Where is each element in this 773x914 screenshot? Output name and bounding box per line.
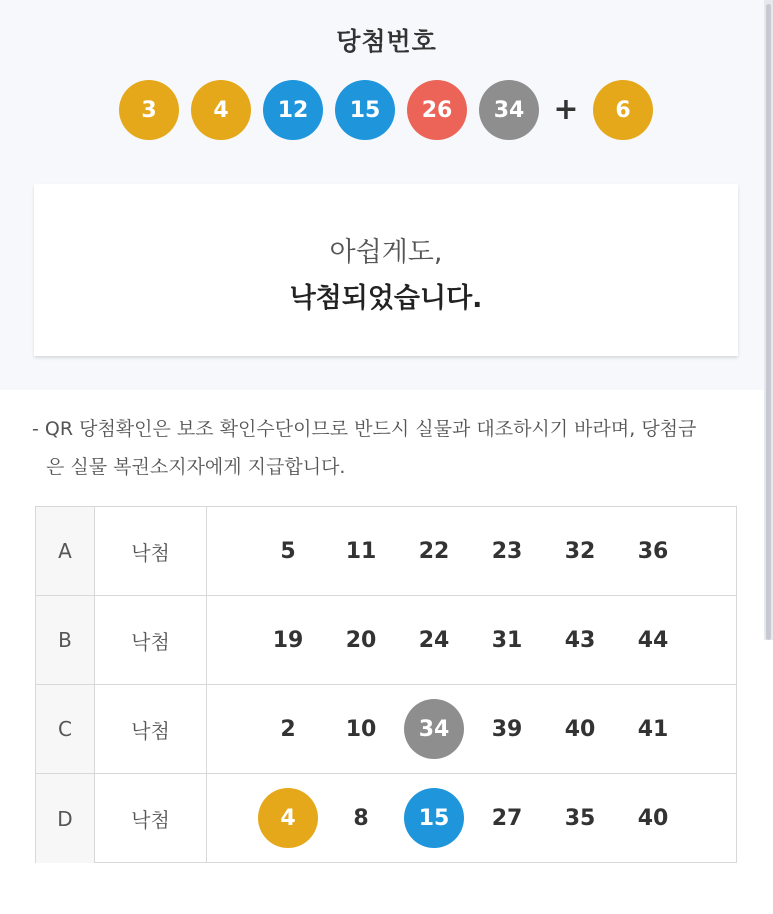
game-row — [36, 507, 736, 596]
game-row — [36, 596, 736, 685]
game-label: C — [36, 685, 95, 773]
game-status: 낙첨 — [95, 774, 207, 863]
game-label: B — [36, 596, 95, 684]
scrollbar[interactable] — [764, 0, 773, 640]
winning-balls — [0, 80, 773, 140]
game-number-matched: 4 — [258, 788, 318, 848]
game-number: 39 — [491, 716, 523, 742]
game-status: 낙첨 — [95, 596, 207, 684]
game-status: 낙첨 — [95, 507, 207, 595]
winning-numbers-title: 당첨번호 — [336, 27, 437, 56]
game-number: 40 — [564, 716, 596, 742]
winning-ball: 26 — [407, 80, 467, 140]
game-label: A — [36, 507, 95, 595]
game-number: 27 — [491, 805, 523, 831]
game-number: 22 — [418, 538, 450, 564]
game-number: 36 — [637, 538, 669, 564]
notice-text — [32, 410, 742, 486]
game-number: 2 — [280, 716, 296, 742]
game-number: 31 — [491, 627, 523, 653]
game-number: 35 — [564, 805, 596, 831]
game-status: 낙첨 — [95, 685, 207, 773]
result-status: 낙첨되었습니다. — [289, 283, 483, 314]
game-number: 5 — [280, 538, 296, 564]
game-number: 8 — [353, 805, 369, 831]
game-number: 23 — [491, 538, 523, 564]
notice-line-1: - QR 당첨확인은 보조 확인수단이므로 반드시 실물과 대조하시기 바라며, 당첨금 — [32, 418, 697, 440]
game-number: 20 — [345, 627, 377, 653]
game-number: 40 — [637, 805, 669, 831]
game-row — [36, 685, 736, 774]
winning-ball: 12 — [263, 80, 323, 140]
winning-ball: 15 — [335, 80, 395, 140]
game-number: 41 — [637, 716, 669, 742]
game-row — [36, 774, 736, 863]
winning-ball: 3 — [119, 80, 179, 140]
bonus-ball: 6 — [593, 80, 653, 140]
game-number: 10 — [345, 716, 377, 742]
winning-ball: 34 — [479, 80, 539, 140]
games-table — [35, 506, 737, 863]
game-number-matched: 34 — [404, 699, 464, 759]
plus-sign: + — [553, 92, 579, 127]
result-message: 아쉽게도, — [329, 237, 443, 268]
game-label: D — [36, 774, 95, 863]
scrollbar-thumb[interactable] — [766, 4, 771, 640]
game-number: 32 — [564, 538, 596, 564]
game-number: 44 — [637, 627, 669, 653]
game-number: 19 — [272, 627, 304, 653]
winning-ball: 4 — [191, 80, 251, 140]
notice-line-2: 은 실물 복권소지자에게 지급합니다. — [46, 456, 346, 478]
winning-section — [0, 0, 773, 390]
game-number: 43 — [564, 627, 596, 653]
game-number-matched: 15 — [404, 788, 464, 848]
result-card — [34, 184, 738, 356]
game-number: 24 — [418, 627, 450, 653]
game-number: 11 — [345, 538, 377, 564]
